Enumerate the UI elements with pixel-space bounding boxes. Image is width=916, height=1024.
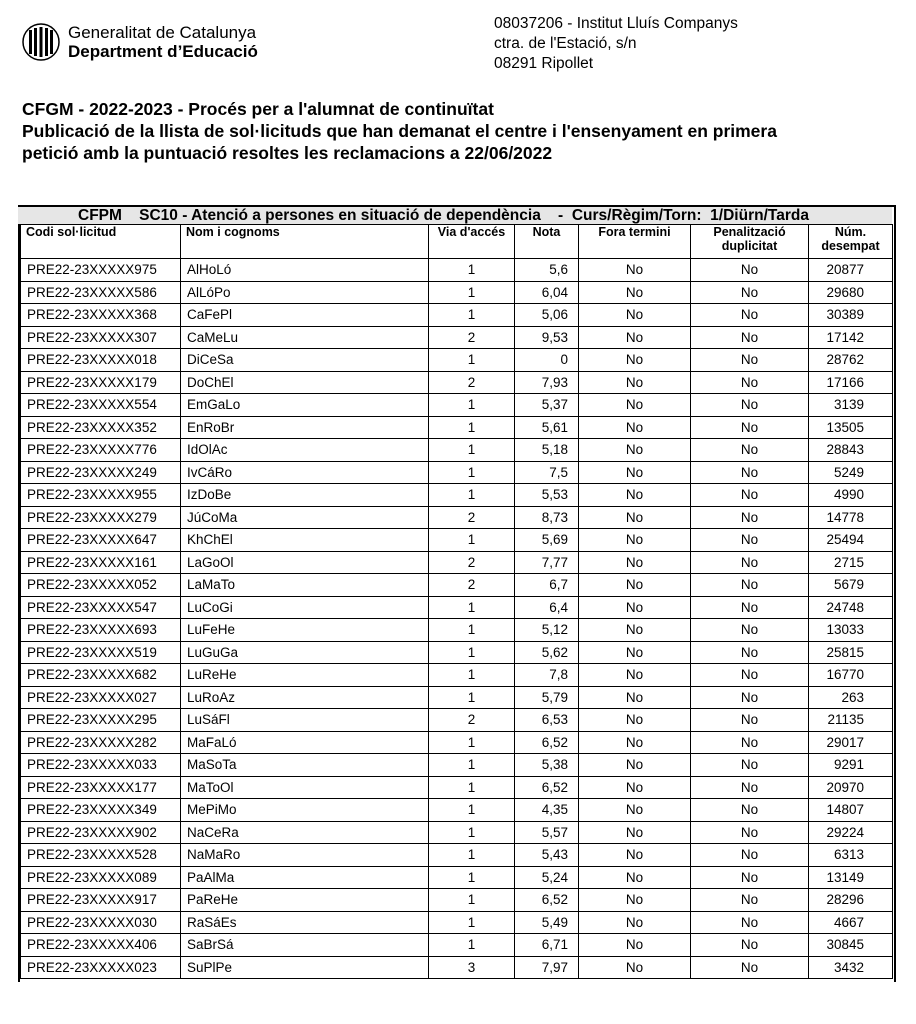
cell-penalty: No [691,304,809,327]
cell-name: LuGuGa [181,641,429,664]
table-row [21,956,893,979]
cell-code: PRE22-23XXXXX279 [21,506,181,529]
header-late: Fora termini [579,225,691,259]
table-row [21,259,893,282]
cell-late: No [579,889,691,912]
table-row [21,709,893,732]
cell-penalty: No [691,461,809,484]
cell-late: No [579,596,691,619]
cell-penalty: No [691,349,809,372]
cell-tiebreak: 24748 [809,596,893,619]
cell-name: JúCoMa [181,506,429,529]
table-row [21,844,893,867]
cell-tiebreak: 13033 [809,619,893,642]
cell-grade: 7,5 [515,461,579,484]
cell-access: 1 [429,484,515,507]
school-line: 08291 Ripollet [494,55,594,72]
school-line: 08037206 - Institut Lluís Companys [494,15,738,32]
cell-penalty: No [691,574,809,597]
cell-penalty: No [691,911,809,934]
header-code: Codi sol·licitud [21,225,181,259]
cell-access: 1 [429,619,515,642]
table-row [21,911,893,934]
table-row [21,799,893,822]
cell-code: PRE22-23XXXXX295 [21,709,181,732]
logo-line1: Generalitat de Catalunya [68,23,257,42]
header-grade: Nota [515,225,579,259]
cell-tiebreak: 6313 [809,844,893,867]
table-row [21,394,893,417]
cell-name: NaCeRa [181,821,429,844]
cell-name: IdOlAc [181,439,429,462]
table-row [21,439,893,462]
cell-access: 1 [429,529,515,552]
cell-access: 2 [429,551,515,574]
cell-grade: 6,71 [515,934,579,957]
cell-tiebreak: 13149 [809,866,893,889]
cell-grade: 6,52 [515,731,579,754]
cell-tiebreak: 30845 [809,934,893,957]
cell-grade: 5,24 [515,866,579,889]
cell-access: 3 [429,956,515,979]
cell-code: PRE22-23XXXXX352 [21,416,181,439]
cell-code: PRE22-23XXXXX030 [21,911,181,934]
cell-name: DiCeSa [181,349,429,372]
cell-late: No [579,529,691,552]
cell-tiebreak: 20877 [809,259,893,282]
header-name: Nom i cognoms [181,225,429,259]
table-row [21,574,893,597]
course-line: CFPM SC10 - Atenció a persones en situació de dependència - Curs/Règim/Torn: 1/Diürn/Tarda [78,207,809,224]
cell-code: PRE22-23XXXXX975 [21,259,181,282]
table-row [21,866,893,889]
cell-grade: 7,97 [515,956,579,979]
cell-tiebreak: 28762 [809,349,893,372]
cell-access: 1 [429,821,515,844]
cell-penalty: No [691,281,809,304]
cell-name: LaMaTo [181,574,429,597]
cell-penalty: No [691,326,809,349]
cell-access: 1 [429,259,515,282]
cell-late: No [579,416,691,439]
cell-code: PRE22-23XXXXX018 [21,349,181,372]
table-row [21,326,893,349]
table-row [21,776,893,799]
cell-name: SaBrSá [181,934,429,957]
cell-grade: 6,04 [515,281,579,304]
cell-name: PaReHe [181,889,429,912]
school-line: ctra. de l'Estació, s/n [494,35,637,52]
cell-grade: 5,38 [515,754,579,777]
cell-grade: 5,43 [515,844,579,867]
applications-table [20,224,893,979]
cell-code: PRE22-23XXXXX586 [21,281,181,304]
cell-code: PRE22-23XXXXX902 [21,821,181,844]
cell-late: No [579,506,691,529]
cell-tiebreak: 4990 [809,484,893,507]
cell-grade: 5,12 [515,619,579,642]
cell-code: PRE22-23XXXXX519 [21,641,181,664]
cell-penalty: No [691,506,809,529]
cell-late: No [579,799,691,822]
header-penalty: Penalització duplicitat [691,225,809,259]
generalitat-emblem-icon [22,23,60,61]
cell-access: 1 [429,754,515,777]
table-row [21,821,893,844]
cell-grade: 7,93 [515,371,579,394]
cell-late: No [579,821,691,844]
cell-code: PRE22-23XXXXX161 [21,551,181,574]
cell-code: PRE22-23XXXXX023 [21,956,181,979]
cell-name: MaSoTa [181,754,429,777]
cell-name: LaGoOl [181,551,429,574]
table-body [21,259,893,979]
cell-penalty: No [691,799,809,822]
cell-tiebreak: 25815 [809,641,893,664]
cell-penalty: No [691,709,809,732]
cell-name: IzDoBe [181,484,429,507]
cell-penalty: No [691,776,809,799]
generalitat-logo [22,20,258,64]
cell-name: CaMeLu [181,326,429,349]
cell-code: PRE22-23XXXXX682 [21,664,181,687]
cell-tiebreak: 13505 [809,416,893,439]
cell-code: PRE22-23XXXXX647 [21,529,181,552]
cell-tiebreak: 17142 [809,326,893,349]
cell-code: PRE22-23XXXXX917 [21,889,181,912]
cell-tiebreak: 29017 [809,731,893,754]
cell-late: No [579,259,691,282]
cell-code: PRE22-23XXXXX776 [21,439,181,462]
cell-code: PRE22-23XXXXX033 [21,754,181,777]
table-row [21,754,893,777]
cell-code: PRE22-23XXXXX179 [21,371,181,394]
cell-penalty: No [691,866,809,889]
title-line: CFGM - 2022-2023 - Procés per a l'alumnat de continuïtat [22,99,494,119]
cell-access: 1 [429,439,515,462]
cell-late: No [579,326,691,349]
cell-name: LuRoAz [181,686,429,709]
cell-penalty: No [691,619,809,642]
cell-name: LuSáFl [181,709,429,732]
cell-grade: 5,37 [515,394,579,417]
cell-grade: 5,06 [515,304,579,327]
cell-tiebreak: 3139 [809,394,893,417]
cell-grade: 6,52 [515,889,579,912]
cell-grade: 5,53 [515,484,579,507]
cell-late: No [579,619,691,642]
cell-access: 2 [429,574,515,597]
cell-name: SuPlPe [181,956,429,979]
cell-name: LuReHe [181,664,429,687]
cell-name: LuCoGi [181,596,429,619]
cell-late: No [579,574,691,597]
title-line: Publicació de la llista de sol·licituds que han demanat el centre i l'ensenyament en primera [22,121,777,141]
cell-tiebreak: 29224 [809,821,893,844]
cell-access: 2 [429,326,515,349]
cell-name: IvCáRo [181,461,429,484]
cell-tiebreak: 14778 [809,506,893,529]
cell-late: No [579,754,691,777]
cell-access: 1 [429,866,515,889]
header-tiebreak: Núm. desempat [809,225,893,259]
cell-name: CaFePl [181,304,429,327]
cell-tiebreak: 28296 [809,889,893,912]
cell-tiebreak: 28843 [809,439,893,462]
cell-late: No [579,461,691,484]
cell-tiebreak: 3432 [809,956,893,979]
cell-name: MaToOl [181,776,429,799]
cell-penalty: No [691,889,809,912]
cell-late: No [579,394,691,417]
cell-grade: 7,8 [515,664,579,687]
school-address [494,14,738,74]
cell-access: 1 [429,686,515,709]
cell-code: PRE22-23XXXXX307 [21,326,181,349]
cell-late: No [579,934,691,957]
cell-code: PRE22-23XXXXX282 [21,731,181,754]
cell-late: No [579,709,691,732]
table-row [21,304,893,327]
cell-tiebreak: 16770 [809,664,893,687]
cell-access: 2 [429,506,515,529]
cell-name: MaFaLó [181,731,429,754]
cell-access: 1 [429,596,515,619]
cell-late: No [579,371,691,394]
cell-grade: 7,77 [515,551,579,574]
cell-code: PRE22-23XXXXX368 [21,304,181,327]
cell-grade: 5,49 [515,911,579,934]
cell-penalty: No [691,731,809,754]
cell-tiebreak: 14807 [809,799,893,822]
cell-grade: 5,6 [515,259,579,282]
cell-access: 1 [429,799,515,822]
cell-name: EnRoBr [181,416,429,439]
table-row [21,934,893,957]
cell-name: DoChEl [181,371,429,394]
table-row [21,416,893,439]
cell-late: No [579,731,691,754]
cell-code: PRE22-23XXXXX177 [21,776,181,799]
cell-tiebreak: 2715 [809,551,893,574]
cell-late: No [579,439,691,462]
logo-line2: Department d’Educació [68,42,258,61]
table-header-row [21,225,893,259]
cell-late: No [579,551,691,574]
cell-grade: 5,61 [515,416,579,439]
cell-grade: 5,57 [515,821,579,844]
cell-tiebreak: 25494 [809,529,893,552]
cell-code: PRE22-23XXXXX052 [21,574,181,597]
cell-tiebreak: 20970 [809,776,893,799]
header-access: Via d'accés [429,225,515,259]
cell-code: PRE22-23XXXXX955 [21,484,181,507]
cell-code: PRE22-23XXXXX528 [21,844,181,867]
cell-tiebreak: 5249 [809,461,893,484]
cell-code: PRE22-23XXXXX554 [21,394,181,417]
cell-name: KhChEl [181,529,429,552]
cell-late: No [579,664,691,687]
cell-tiebreak: 17166 [809,371,893,394]
cell-grade: 9,53 [515,326,579,349]
cell-penalty: No [691,394,809,417]
cell-late: No [579,281,691,304]
cell-penalty: No [691,439,809,462]
cell-penalty: No [691,484,809,507]
cell-late: No [579,304,691,327]
cell-access: 2 [429,371,515,394]
cell-access: 1 [429,844,515,867]
cell-grade: 4,35 [515,799,579,822]
cell-penalty: No [691,596,809,619]
cell-late: No [579,956,691,979]
table-row [21,506,893,529]
cell-late: No [579,844,691,867]
cell-access: 1 [429,934,515,957]
table-row [21,371,893,394]
cell-access: 1 [429,776,515,799]
cell-penalty: No [691,956,809,979]
cell-penalty: No [691,754,809,777]
cell-penalty: No [691,529,809,552]
cell-late: No [579,866,691,889]
cell-name: EmGaLo [181,394,429,417]
cell-tiebreak: 9291 [809,754,893,777]
table-row [21,889,893,912]
table-row [21,484,893,507]
table-row [21,664,893,687]
cell-late: No [579,686,691,709]
cell-late: No [579,349,691,372]
cell-name: LuFeHe [181,619,429,642]
cell-grade: 6,7 [515,574,579,597]
table-row [21,349,893,372]
table-row [21,619,893,642]
cell-access: 1 [429,911,515,934]
cell-access: 1 [429,281,515,304]
cell-access: 1 [429,731,515,754]
cell-grade: 0 [515,349,579,372]
cell-grade: 6,4 [515,596,579,619]
cell-late: No [579,484,691,507]
cell-grade: 5,18 [515,439,579,462]
cell-name: AlHoLó [181,259,429,282]
cell-late: No [579,911,691,934]
cell-penalty: No [691,551,809,574]
cell-tiebreak: 29680 [809,281,893,304]
cell-name: PaAlMa [181,866,429,889]
table-row [21,461,893,484]
cell-tiebreak: 30389 [809,304,893,327]
cell-penalty: No [691,821,809,844]
cell-code: PRE22-23XXXXX547 [21,596,181,619]
cell-penalty: No [691,844,809,867]
cell-name: NaMaRo [181,844,429,867]
table-row [21,686,893,709]
table-row [21,281,893,304]
document-title [22,98,777,164]
cell-tiebreak: 4667 [809,911,893,934]
cell-grade: 5,69 [515,529,579,552]
cell-grade: 6,52 [515,776,579,799]
table-row [21,596,893,619]
cell-code: PRE22-23XXXXX349 [21,799,181,822]
cell-late: No [579,776,691,799]
cell-penalty: No [691,416,809,439]
cell-penalty: No [691,686,809,709]
cell-access: 1 [429,889,515,912]
cell-access: 1 [429,304,515,327]
cell-penalty: No [691,641,809,664]
cell-late: No [579,641,691,664]
cell-tiebreak: 21135 [809,709,893,732]
cell-name: RaSáEs [181,911,429,934]
cell-access: 1 [429,461,515,484]
cell-penalty: No [691,371,809,394]
title-line: petició amb la puntuació resoltes les reclamacions a 22/06/2022 [22,143,553,163]
table-row [21,731,893,754]
cell-grade: 5,79 [515,686,579,709]
table-row [21,551,893,574]
cell-penalty: No [691,934,809,957]
cell-code: PRE22-23XXXXX027 [21,686,181,709]
cell-access: 1 [429,641,515,664]
cell-access: 1 [429,349,515,372]
cell-access: 1 [429,416,515,439]
cell-name: AlLóPo [181,281,429,304]
cell-code: PRE22-23XXXXX693 [21,619,181,642]
cell-access: 2 [429,709,515,732]
cell-penalty: No [691,259,809,282]
cell-penalty: No [691,664,809,687]
cell-grade: 6,53 [515,709,579,732]
cell-code: PRE22-23XXXXX406 [21,934,181,957]
cell-tiebreak: 263 [809,686,893,709]
cell-name: MePiMo [181,799,429,822]
cell-code: PRE22-23XXXXX249 [21,461,181,484]
cell-code: PRE22-23XXXXX089 [21,866,181,889]
cell-tiebreak: 5679 [809,574,893,597]
cell-grade: 5,62 [515,641,579,664]
table-row [21,641,893,664]
cell-grade: 8,73 [515,506,579,529]
cell-access: 1 [429,394,515,417]
table-row [21,529,893,552]
cell-access: 1 [429,664,515,687]
